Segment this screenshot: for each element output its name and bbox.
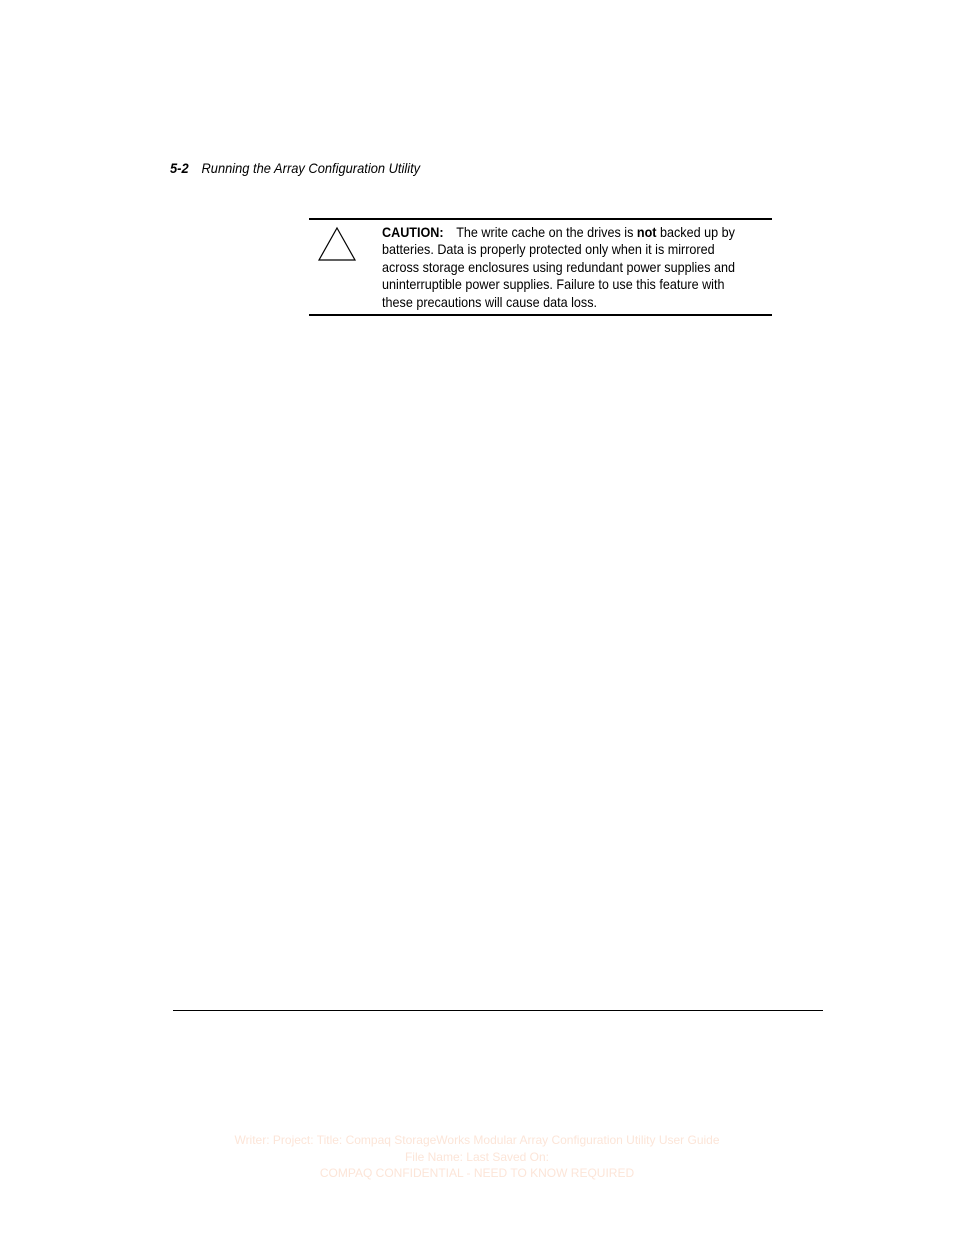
caution-label: CAUTION:: [382, 224, 444, 240]
page-number: 5-2: [170, 160, 189, 176]
caution-line-3: across storage enclosures using redundant power supplies and: [382, 258, 736, 275]
caution-line-1: [382, 224, 733, 241]
caution-line-4: uninterruptible power supplies. Failure to use this feature with: [382, 276, 725, 293]
caution-text-segment: The write cache on the drives is: [456, 224, 637, 240]
running-header: [170, 160, 420, 176]
caution-text-segment: backed up by: [656, 224, 735, 240]
caution-line-5: these precautions will cause data loss.: [382, 293, 598, 310]
caution-emphasis: not: [636, 224, 657, 240]
confidential-watermark: [0, 1132, 954, 1182]
chapter-title: Running the Array Configuration Utility: [201, 160, 421, 176]
caution-line-2: batteries. Data is properly protected only when it is mirrored: [382, 241, 715, 258]
watermark-line-3: COMPAQ CONFIDENTIAL - NEED TO KNOW REQUIRED: [319, 1166, 635, 1180]
warning-triangle-icon: [317, 226, 357, 262]
footer-rule: [173, 1010, 823, 1011]
caution-text: [382, 224, 736, 311]
watermark-line-2: File Name: Last Saved On:: [404, 1149, 550, 1164]
watermark-line-1: Writer: Project: Title: Compaq StorageWorks Modular Array Configuration Utility User Guide: [234, 1133, 720, 1147]
caution-box: [309, 218, 772, 316]
